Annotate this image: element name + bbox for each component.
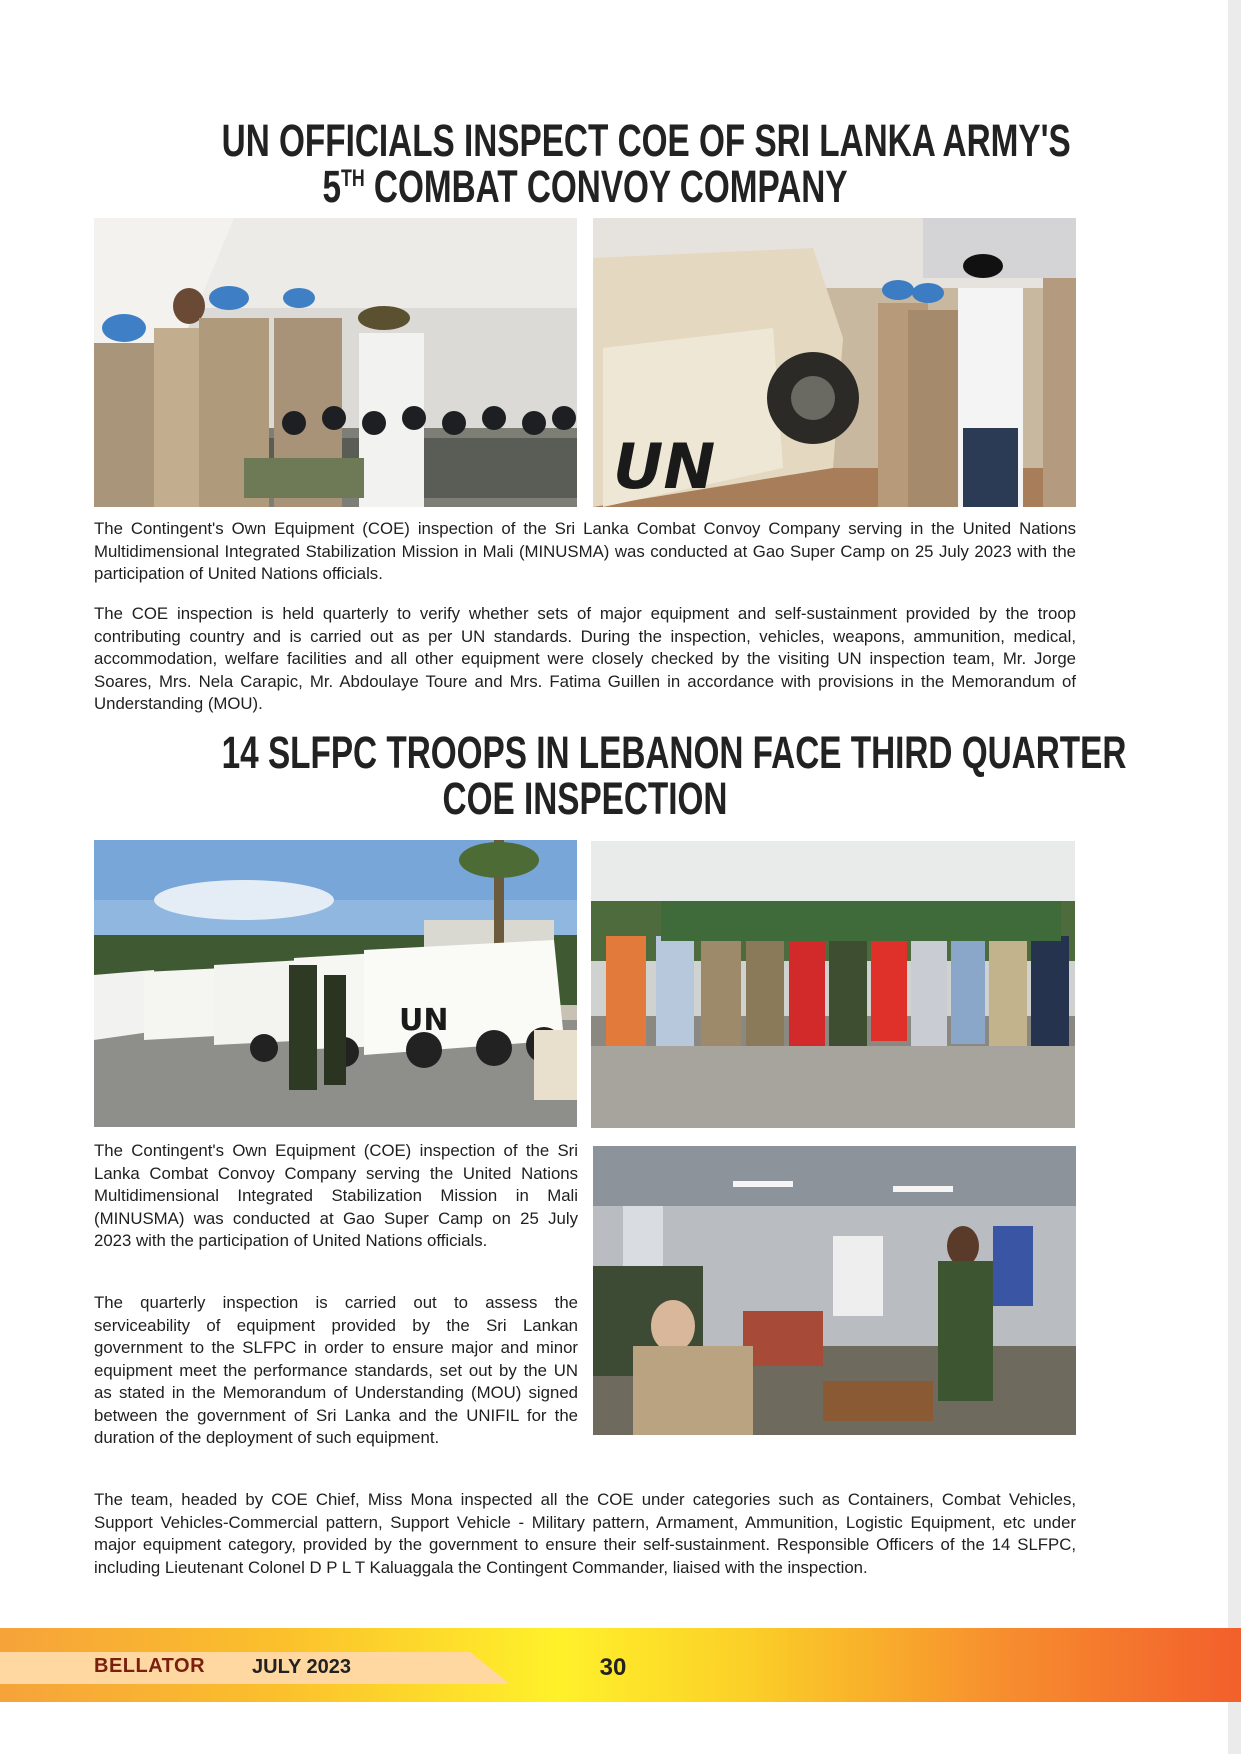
photo-apc-lineup-image xyxy=(94,840,577,1127)
photo-un-vehicle-inspection-image xyxy=(593,218,1076,507)
photo-briefing-room xyxy=(593,1146,1076,1435)
article-1-title-line2: 5TH COMBAT CONVOY COMPANY xyxy=(322,161,848,212)
footer-date: JULY 2023 xyxy=(252,1656,351,1678)
article-2-paragraph-1: The Contingent's Own Equipment (COE) inspection of the Sri Lanka Combat Convoy Company serving the United Nations Multidimensional Integrated Stabilization Mission in Mali (MINUSMA) was conducted at Gao Super Camp on 25 July 2023 with the participation of United Nations officials. xyxy=(94,1141,578,1250)
article-1-paragraph-1: The Contingent's Own Equipment (COE) inspection of the Sri Lanka Combat Convoy Company serving in the United Nations Multidimensional Integrated Stabilization Mission in Mali (MINUSMA) was conducted at Gao Super Camp on 25 July 2023 with the participation of United Nations officials. xyxy=(94,519,1076,583)
article-2-paragraph-2: The quarterly inspection is carried out to assess the serviceability of equipment provided by the Sri Lankan government to the SLFPC in order to ensure major and minor equipment meet the performance standards, set out by the UN as stated in the Memorandum of Understanding (MOU) signed between the government of Sri Lanka and the UNIFIL for the duration of the deployment of such equipment. xyxy=(94,1293,578,1447)
article-1-title xyxy=(221,115,1071,212)
un-apc-marking: UN xyxy=(399,1003,449,1038)
page-edge xyxy=(1228,0,1241,1754)
photo-equipment-inspection xyxy=(94,218,577,507)
article-2-title-line1: 14 SLFPC TROOPS IN LEBANON FACE THIRD QUARTER xyxy=(221,727,1127,778)
footer-brand: BELLATOR xyxy=(94,1655,206,1677)
article-1-paragraph-2: The COE inspection is held quarterly to verify whether sets of major equipment and self-sustainment provided by the troop contributing country and is carried out as per UN standards. During the inspection, vehicles, weapons, ammunition, medical, accommodation, welfare facilities and all other equipment were closely checked by the visiting UN inspection team, Mr. Jorge Soares, Mrs. Nela Carapic, Mr. Abdoulaye Toure and Mrs. Fatima Guillen in accordance with provisions in the Memorandum of Understanding (MOU). xyxy=(94,604,1076,713)
article-1-title-line1: UN OFFICIALS INSPECT COE OF SRI LANKA ARMY'S xyxy=(221,115,1071,166)
photo-group-picture xyxy=(591,841,1075,1128)
photo-apc-lineup xyxy=(94,840,577,1127)
photo-briefing-room-image xyxy=(593,1146,1076,1435)
un-vehicle-marking: UN xyxy=(613,430,716,503)
article-2-title xyxy=(221,727,1127,824)
photo-equipment-inspection-image xyxy=(94,218,577,507)
article-2-title-line2: COE INSPECTION xyxy=(442,773,728,824)
page-number: 30 xyxy=(599,1654,627,1681)
superscript-th: TH xyxy=(340,165,365,192)
photo-un-vehicle-inspection xyxy=(593,218,1076,507)
photo-group-picture-image xyxy=(591,841,1075,1128)
article-2-paragraph-3: The team, headed by COE Chief, Miss Mona inspected all the COE under categories such as Containers, Combat Vehicles, Support Vehicles-Commercial pattern, Support Vehicle - Military pattern, Armament, Ammunition, Logistic Equipment, etc under major equipment category, provided by the government to ensure their self-sustainment. Responsible Officers of the 14 SLFPC, including Lieutenant Colonel D P L T Kaluaggala the Contingent Commander, liaised with the inspection. xyxy=(94,1490,1076,1577)
